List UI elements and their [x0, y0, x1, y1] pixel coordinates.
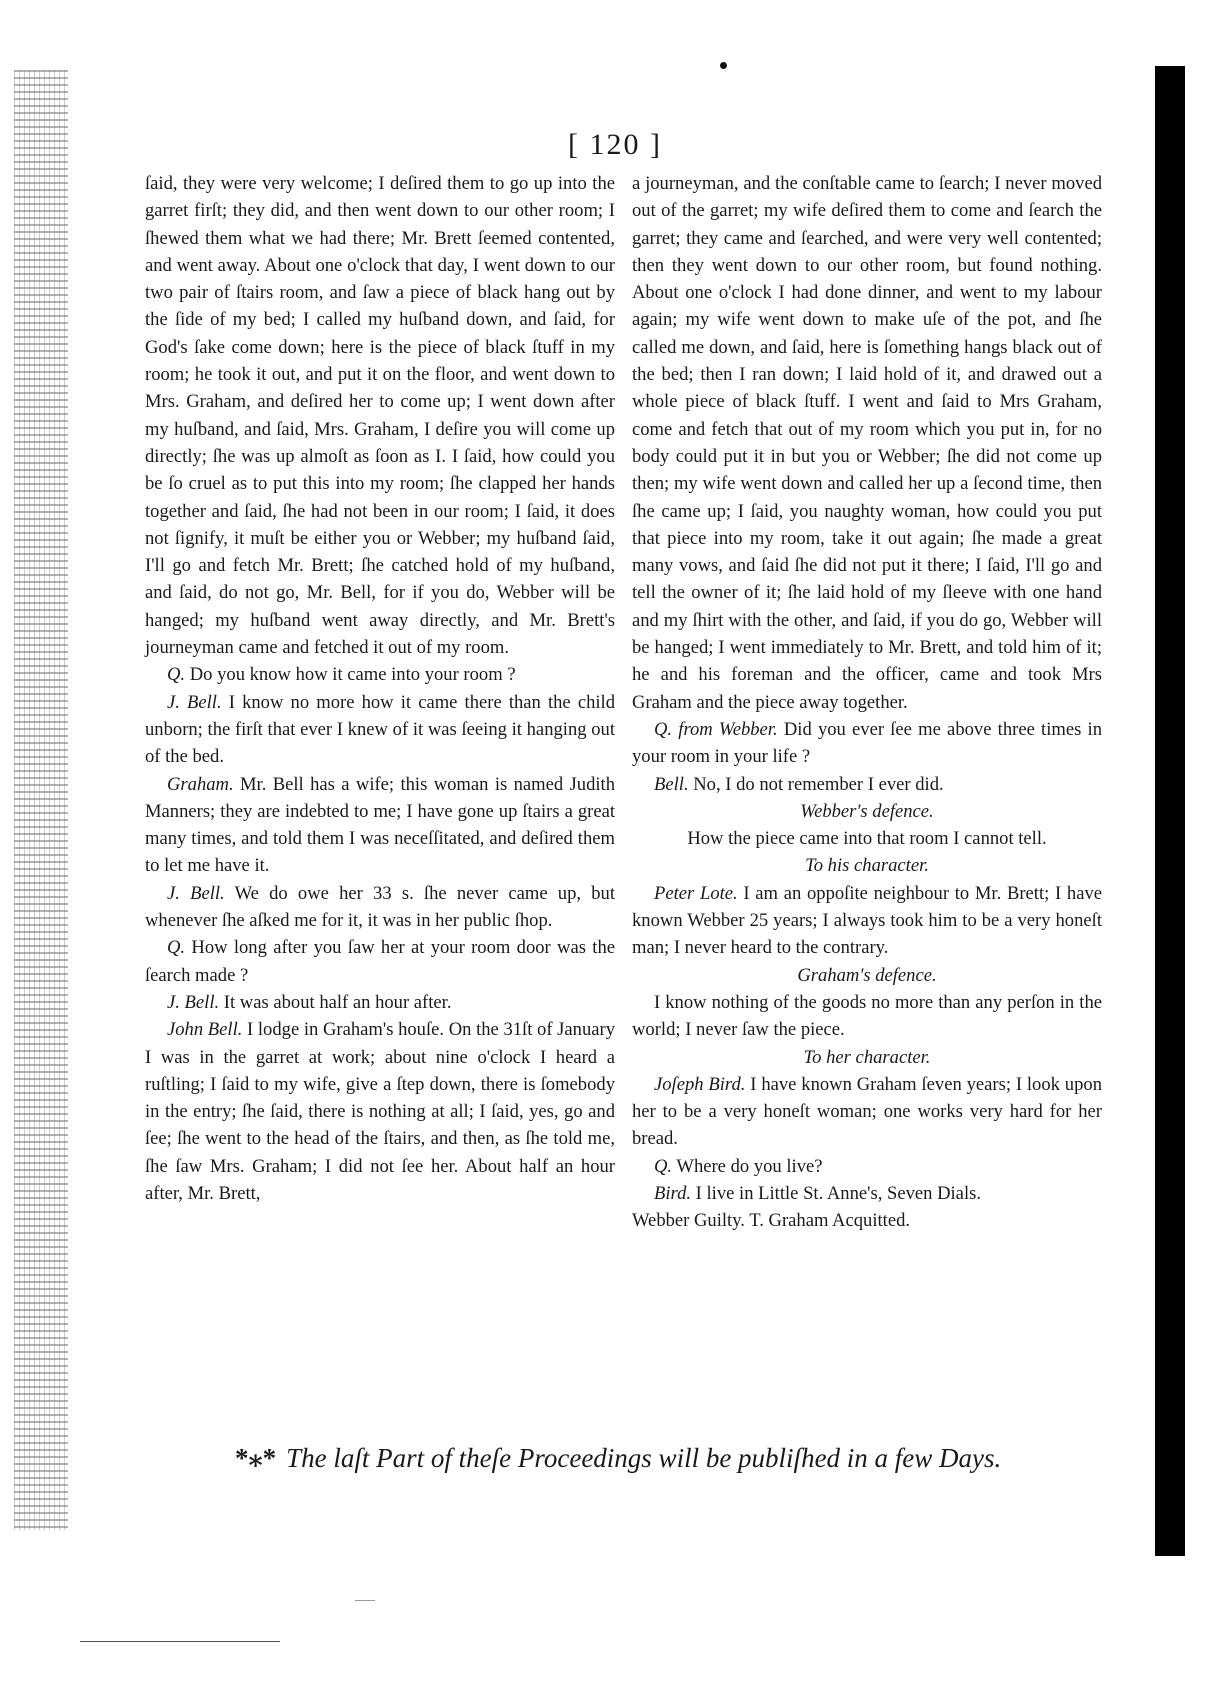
- testimony-paragraph: [145, 934, 615, 989]
- testimony-paragraph: [145, 771, 615, 880]
- speaker-name: J. Bell.: [167, 882, 225, 904]
- testimony-paragraph: [145, 880, 615, 935]
- speaker-name: Joſeph Bird.: [654, 1073, 746, 1095]
- statement-line: How the piece came into that room I cannot tell.: [687, 828, 1047, 850]
- scan-rule: [80, 1641, 280, 1642]
- speaker-name: Graham.: [167, 773, 234, 795]
- paragraph-text: ſaid, they were very welcome; I deſired them to go up into the garret firſt; they did, and then went down to our other room; I ſhewed them what we had there; Mr. Brett ſeemed contented, and went away. About one o'clock that day, I went down to our two pair of ſtairs room, and ſaw a piece of black hang out by the ſide of my bed; I called my huſband down, and ſaid, for God's ſake come down; here is the piece of black ſtuff in my room; he took it out, and put it on the floor, and went down to Mrs. Graham, and deſired her to come up; I went down after my huſband, and ſaid, Mrs. Graham, I deſire you will come up directly; ſhe was up almoſt as ſoon as I. I ſaid, how could you be ſo cruel as to put this into my room; ſhe clapped her hands together and ſaid, ſhe had not been in our room; I ſaid, it does not ſignify, it muſt be either you or Webber; my huſband ſaid, I'll go and fetch Mr. Brett; ſhe catched hold of my huſband, and ſaid, do not go, Mr. Bell, for if you do, Webber will be hanged; my huſband went away directly, and Mr. Brett's journeyman came and fetched it out of my room.: [145, 173, 615, 659]
- testimony-paragraph: [145, 689, 615, 771]
- scan-margin-noise: [14, 70, 68, 1530]
- paragraph-text: I am an oppoſite neighbour to Mr. Brett; I have known Webber 25 years; I always took him to be a very honeſt man; I never heard to the contrary.: [632, 882, 1103, 959]
- speaker-name: Q.: [167, 664, 186, 686]
- asterism-mark: *⁎*: [235, 1443, 277, 1473]
- speaker-name: J. Bell.: [167, 691, 222, 713]
- testimony-paragraph: [145, 661, 615, 688]
- speaker-name: Q.: [654, 1155, 673, 1177]
- left-column: [145, 170, 615, 1207]
- paragraph-text: I know nothing of the goods no more than any perſon in the world; I never ſaw the piece.: [632, 991, 1102, 1041]
- paragraph-text: Do you know how it came into your room ?: [185, 664, 516, 686]
- scan-speck: [355, 1600, 375, 1601]
- testimony-paragraph: [632, 1180, 1102, 1207]
- testimony-paragraph: [632, 989, 1102, 1044]
- testimony-paragraph: [632, 880, 1102, 962]
- speaker-name: John Bell.: [167, 1019, 243, 1041]
- paragraph-text: We do owe her 33 s. ſhe never came up, but whenever ſhe aſked me for it, it was in her public ſhop.: [145, 882, 615, 932]
- paragraph-text: I have known Graham ſeven years; I look upon her to be a very honeſt woman; one works very hard for her bread.: [632, 1073, 1102, 1150]
- testimony-paragraph: [632, 771, 1102, 798]
- paragraph-text: I lodge in Graham's houſe. On the 31ſt of January I was in the garret at work; about nine o'clock I heard a ruſtling; I ſaid to my wife, give a ſtep down, there is ſomebody in the entry; ſhe ſaid, there is nothing at all; I ſaid, yes, go and ſee; ſhe went to the head of the ſtairs, and then, as ſhe told me, ſhe ſaw Mrs. Graham; I did not ſee her. About half an hour after, Mr. Brett,: [145, 1019, 615, 1204]
- speaker-name: Bell.: [654, 773, 689, 795]
- speaker-name: Q.: [167, 937, 186, 959]
- paragraph-text: No, I do not remember I ever did.: [688, 773, 944, 795]
- speaker-name: Q. from Webber.: [654, 718, 778, 740]
- right-column: [632, 170, 1102, 1235]
- footer-notice-text: The laſt Part of theſe Proceedings will be publiſhed in a few Days.: [286, 1443, 1002, 1473]
- footer-notice: [235, 1443, 1055, 1474]
- paragraph-text: I live in Little St. Anne's, Seven Dials.: [691, 1182, 981, 1204]
- paragraph-text: Did you ever ſee me above three times in your room in your life ?: [632, 718, 1102, 768]
- page-number: [ 120 ]: [568, 128, 662, 161]
- testimony-paragraph: [632, 1207, 1102, 1234]
- speaker-name: Bird.: [654, 1182, 692, 1204]
- testimony-paragraph: [632, 1071, 1102, 1153]
- speaker-name: J. Bell.: [167, 991, 220, 1013]
- paragraph-text: Webber Guilty. T. Graham Acquitted.: [632, 1210, 911, 1232]
- testimony-paragraph: [632, 716, 1102, 771]
- paragraph-text: a journeyman, and the conſtable came to ſearch; I never moved out of the garret; my wife deſired them to come and ſearch the garret; they came and ſearched, and were very well contented; then they went down to our other room, but found nothing. About one o'clock I had done dinner, and went to my labour again; my wife went down to make uſe of the pot, and ſhe called me down, and ſaid, here is ſomething hangs black out of the bed; then I ran down; I laid hold of it, and drawed out a whole piece of black ſtuff. I went and ſaid to Mrs Graham, come and fetch that out of my room which you put in, for no body could put it in but you or Webber; ſhe did not come up then; my wife went down and called her up a ſecond time, then ſhe came up; I ſaid, you naughty woman, how could you put that piece into my room, take it out again; ſhe made a great many vows, and ſaid ſhe did not put it there; I ſaid, I'll go and tell the owner of it; ſhe laid hold of my ſleeve with one hand and my ſhirt with the other, and ſaid, if you do go, Webber will be hanged; I went immediately to Mr. Brett, and told him of it; he and his foreman and the officer, came and took Mrs Graham and the piece away together.: [632, 173, 1102, 713]
- section-heading: To his character.: [805, 855, 929, 877]
- testimony-paragraph: [145, 170, 615, 661]
- section-heading: Webber's defence.: [800, 800, 934, 822]
- section-heading: To her character.: [803, 1046, 931, 1068]
- paragraph-text: It was about half an hour after.: [219, 991, 452, 1013]
- paragraph-text: Where do you live?: [672, 1155, 823, 1177]
- testimony-paragraph: [145, 989, 615, 1016]
- testimony-paragraph: [145, 1016, 615, 1207]
- paragraph-text: I know no more how it came there than the child unborn; the firſt that ever I knew of it was ſeeing it hanging out of the bed.: [145, 691, 615, 768]
- testimony-paragraph: [632, 170, 1102, 716]
- testimony-paragraph: [632, 1153, 1102, 1180]
- paragraph-text: How long after you ſaw her at your room door was the ſearch made ?: [145, 937, 615, 986]
- section-heading: Graham's defence.: [797, 964, 937, 986]
- speaker-name: Peter Lote.: [654, 882, 738, 904]
- scan-edge-bar: [1155, 66, 1185, 1556]
- ink-dot: [720, 62, 727, 69]
- paragraph-text: Mr. Bell has a wife; this woman is named Judith Manners; they are indebted to me; I have gone up ſtairs a great many times, and told them I was neceſſitated, and deſired them to let me have it.: [145, 773, 615, 877]
